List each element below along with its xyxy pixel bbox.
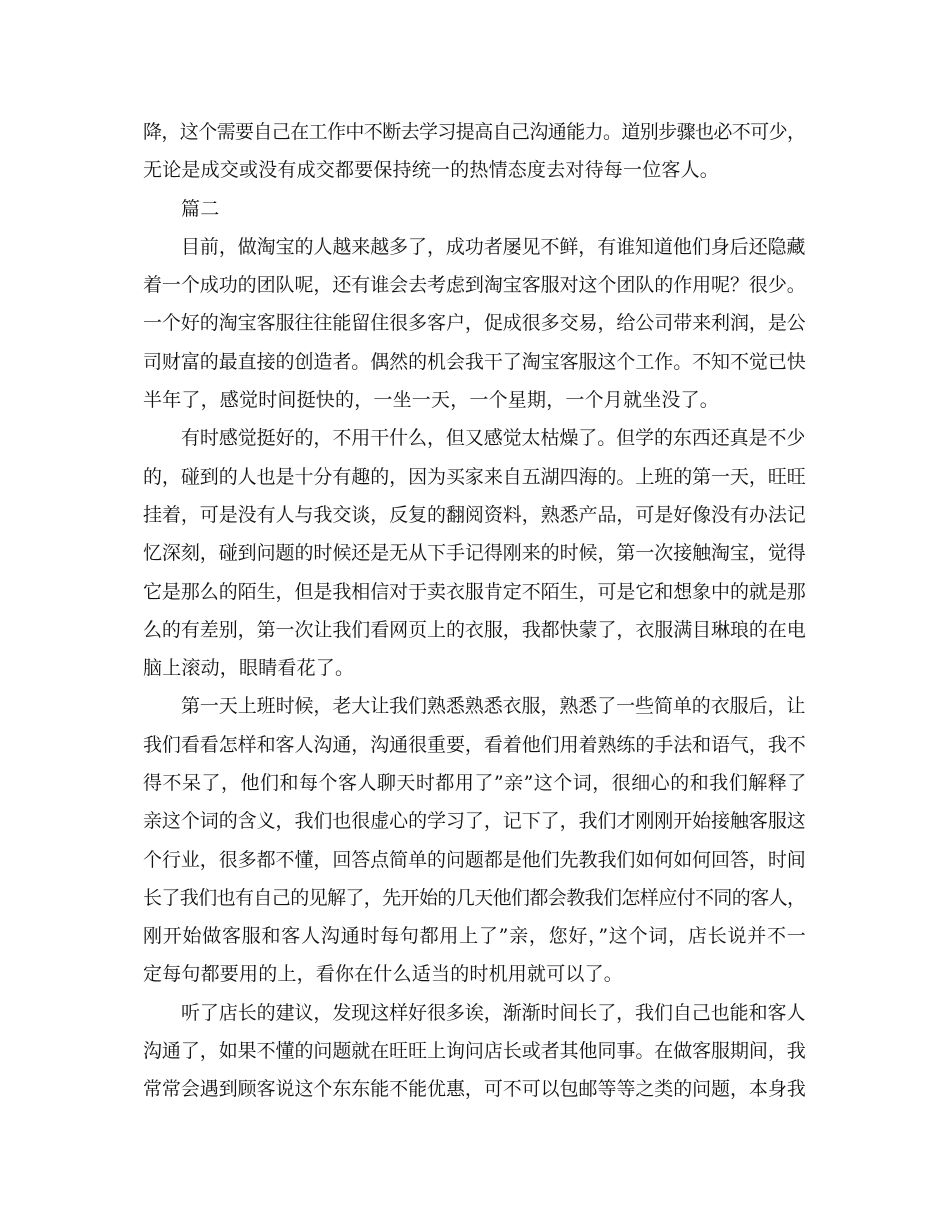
text-line: 司财富的最直接的创造者。偶然的机会我干了淘宝客服这个工作。不知不觉已快 [143, 351, 806, 373]
text-line: 着一个成功的团队呢，还有谁会去考虑到淘宝客服对这个团队的作用呢？很少。 [143, 274, 806, 296]
text-line: 个行业，很多都不懂，回答点简单的问题都是他们先教我们如何如何回答，时间 [143, 849, 806, 871]
text-line: 亲这个词的含义，我们也很虚心的学习了，记下了，我们才刚刚开始接触客服这 [143, 810, 806, 832]
text-line: 我们看看怎样和客人沟通，沟通很重要，看着他们用着熟练的手法和语气，我不 [143, 734, 806, 756]
text-line: 刚开始做客服和客人沟通时每句都用上了”亲，您好，”这个词，店长说并不一 [143, 925, 807, 947]
text-line: 无论是成交或没有成交都要保持统一的热情态度去对待每一位客人。 [143, 159, 720, 181]
text-line: 脑上滚动，眼睛看花了。 [143, 657, 355, 679]
text-line: 第一天上班时候，老大让我们熟悉熟悉衣服，熟悉了一些简单的衣服后，让 [181, 695, 806, 717]
text-line: 目前，做淘宝的人越来越多了，成功者屡见不鲜，有谁知道他们身后还隐藏 [181, 236, 806, 258]
text-line: 一个好的淘宝客服往往能留住很多客户，促成很多交易，给公司带来利润，是公 [143, 312, 806, 334]
text-line: 长了我们也有自己的见解了，先开始的几天他们都会教我们怎样应付不同的客人， [143, 887, 806, 909]
text-line: 么的有差别，第一次让我们看网页上的衣服，我都快蒙了，衣服满目琳琅的在电 [143, 619, 806, 641]
text-line: 得不呆了，他们和每个客人聊天时都用了”亲”这个词，很细心的和我们解释了 [143, 772, 807, 794]
section-heading: 篇二 [181, 198, 220, 220]
text-line: 定每句都要用的上，看你在什么适当的时机用就可以了。 [143, 963, 624, 985]
text-line: 忆深刻，碰到问题的时候还是无从下手记得刚来的时候，第一次接触淘宝，觉得 [143, 542, 806, 564]
text-line: 有时感觉挺好的，不用干什么，但又感觉太枯燥了。但学的东西还真是不少 [181, 427, 806, 449]
text-line: 常常会遇到顾客说这个东东能不能优惠，可不可以包邮等等之类的问题，本身我 [143, 1078, 806, 1100]
text-line: 降，这个需要自己在工作中不断去学习提高自己沟通能力。道别步骤也必不可少， [143, 121, 806, 143]
text-line: 半年了，感觉时间挺快的，一坐一天，一个星期，一个月就坐没了。 [143, 389, 720, 411]
text-line: 它是那么的陌生，但是我相信对于卖衣服肯定不陌生，可是它和想象中的就是那 [143, 581, 806, 603]
text-line: 的，碰到的人也是十分有趣的，因为买家来自五湖四海的。上班的第一天，旺旺 [143, 466, 806, 488]
text-line: 挂着，可是没有人与我交谈，反复的翻阅资料，熟悉产品，可是好像没有办法记 [143, 504, 806, 526]
text-line: 沟通了，如果不懂的问题就在旺旺上询问店长或者其他同事。在做客服期间，我 [143, 1040, 806, 1062]
text-line: 听了店长的建议，发现这样好很多诶，渐渐时间长了，我们自己也能和客人 [181, 1002, 806, 1024]
